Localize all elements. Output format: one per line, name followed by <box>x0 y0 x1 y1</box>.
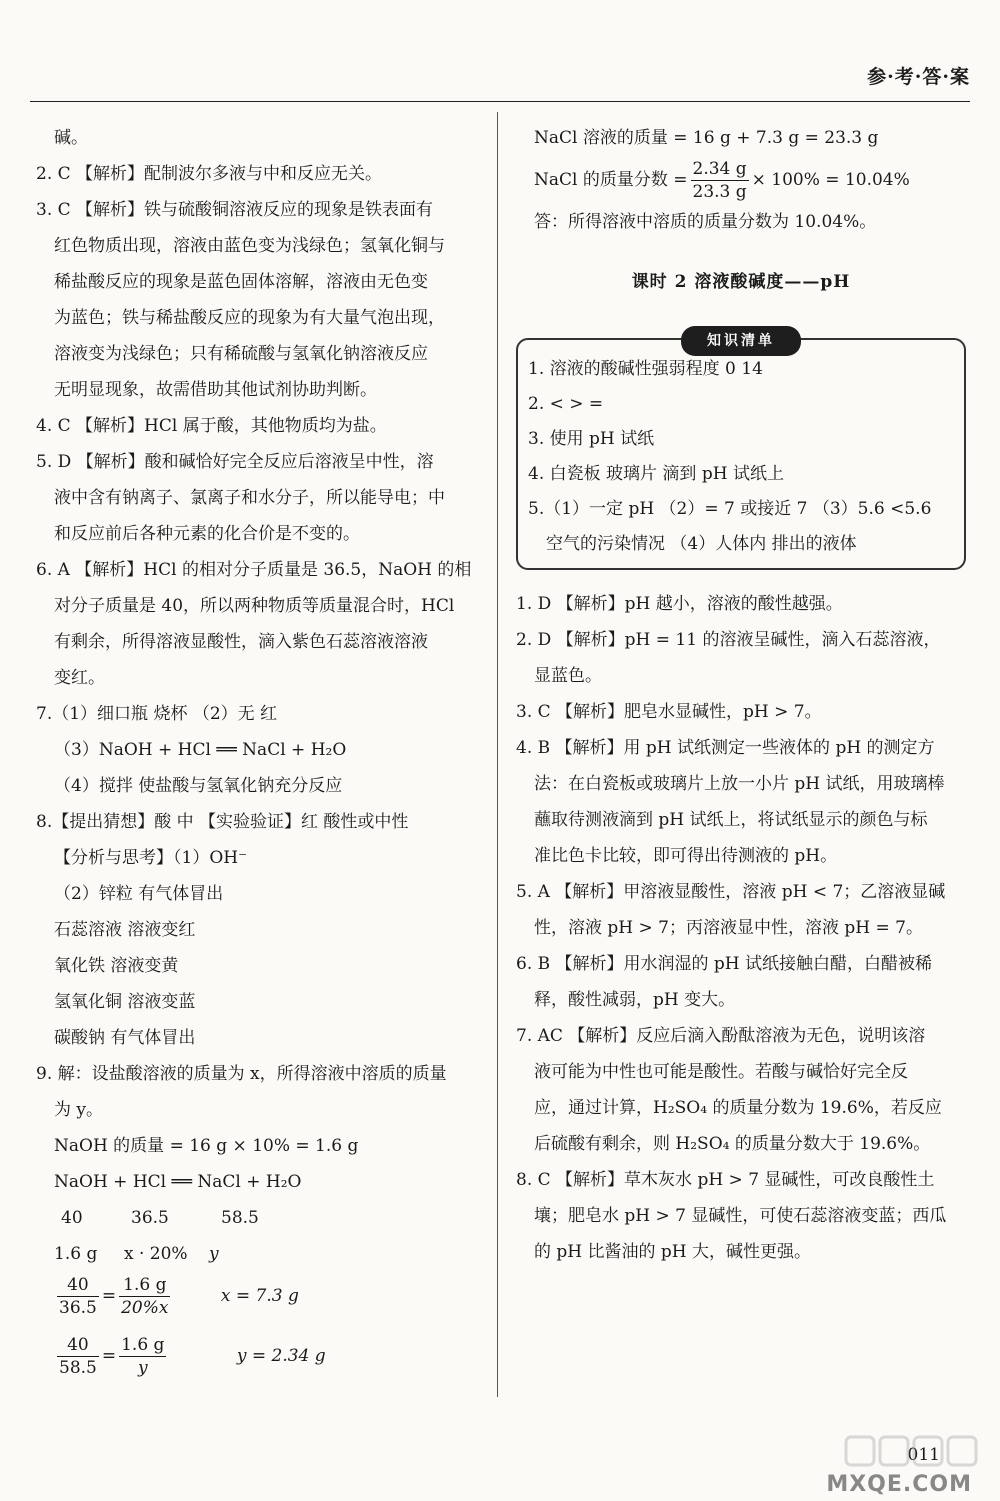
knowledge-item: 5.（1）一定 pH （2）= 7 或接近 7 （3）5.6 <5.6 <box>528 499 932 519</box>
fraction <box>119 1274 170 1319</box>
knowledge-label-wrap <box>516 322 966 352</box>
fraction-denominator: y <box>137 1358 148 1378</box>
fraction <box>57 1334 99 1379</box>
answer-line: （2）锌粒 有气体冒出 <box>54 884 224 904</box>
knowledge-item: 空气的污染情况 （4）人体内 排出的液体 <box>546 534 857 554</box>
amount-value: y <box>209 1244 219 1264</box>
answer-line: 5. A 【解析】甲溶液显酸性，溶液 pH < 7；乙溶液显碱 <box>516 882 946 902</box>
header-rule <box>30 101 970 102</box>
answer-line: 准比色卡比较，即可得出待测液的 pH。 <box>534 846 838 866</box>
answer-line: 壤；肥皂水 pH > 7 显碱性，可使石蕊溶液变蓝；西瓜 <box>534 1206 947 1226</box>
answer-line: 的 pH 比酱油的 pH 大，碱性更强。 <box>534 1242 812 1262</box>
answer-line: （3）NaOH + HCl ══ NaCl + H₂O <box>54 740 347 760</box>
answer-line: 液中含有钠离子、氯离子和水分子，所以能导电；中 <box>54 488 445 508</box>
answer-q8 <box>516 1162 966 1270</box>
answer-line: 蘸取待测液滴到 pH 试纸上，将试纸显示的颜色与标 <box>534 810 928 830</box>
page-header-title: 参·考·答·案 <box>867 66 970 88</box>
molar-mass-row <box>36 1200 488 1236</box>
fraction-numerator: 1.6 g <box>119 1274 170 1297</box>
answer-line: 显蓝色。 <box>534 666 602 686</box>
fraction-denominator: 36.5 <box>59 1298 97 1318</box>
answer-line: 释，酸性减弱，pH 变大。 <box>534 990 736 1010</box>
answer-line: 5. D 【解析】酸和碱恰好完全反应后溶液呈中性，溶 <box>36 452 434 472</box>
fraction-denominator: 20%x <box>121 1298 169 1318</box>
amount-value: 1.6 g <box>54 1244 98 1264</box>
answer-line: （4）搅拌 使盐酸与氢氧化钠充分反应 <box>54 776 343 796</box>
answer-q3: 3. C 【解析】肥皂水显碱性，pH > 7。 <box>516 702 822 722</box>
amount-value: x · 20% <box>124 1244 188 1264</box>
chemical-equation: NaOH + HCl ══ NaCl + H₂O <box>54 1172 302 1192</box>
answer-line: 性，溶液 pH > 7；丙溶液显中性，溶液 pH = 7。 <box>534 918 923 938</box>
answer-q8 <box>36 804 488 1056</box>
answer-line: 为蓝色；铁与稀盐酸反应的现象为有大量气泡出现， <box>54 308 445 328</box>
answer-line: 8. C 【解析】草木灰水 pH > 7 显碱性，可改良酸性土 <box>516 1170 935 1190</box>
mass-value: 58.5 <box>221 1208 259 1228</box>
answer-line: 溶液变为浅绿色；只有稀硫酸与氢氧化钠溶液反应 <box>54 344 428 364</box>
answer-line: 无明显现象，故需借助其他试剂协助判断。 <box>54 380 377 400</box>
fraction-numerator: 2.34 g <box>692 159 747 179</box>
knowledge-item: 4. 白瓷板 玻璃片 滴到 pH 试纸上 <box>528 464 784 484</box>
mass-value: 40 <box>61 1208 83 1228</box>
fraction-denominator: 58.5 <box>59 1358 97 1378</box>
answer-line: 法：在白瓷板或玻璃片上放一小片 pH 试纸，用玻璃棒 <box>534 774 945 794</box>
answer-line: 6. B 【解析】用水润湿的 pH 试纸接触白醋，白醋被稀 <box>516 954 933 974</box>
answer-q2: 2. C 【解析】配制波尔多液与中和反应无关。 <box>36 164 383 184</box>
fraction <box>119 1334 166 1379</box>
answer-line: 8.【提出猜想】酸 中 【实验验证】红 酸性或中性 <box>36 812 409 832</box>
answer-line: 有剩余，所得溶液显酸性，滴入紫色石蕊溶液溶液 <box>54 632 428 652</box>
answer-conclusion: 答：所得溶液中溶质的质量分数为 10.04%。 <box>534 212 877 232</box>
answer-q7 <box>36 696 488 804</box>
answer-q3 <box>36 192 488 408</box>
answer-line: 9. 解：设盐酸溶液的质量为 x，所得溶液中溶质的质量 <box>36 1064 447 1084</box>
knowledge-item: 3. 使用 pH 试纸 <box>528 429 655 449</box>
answer-line: NaOH 的质量 = 16 g × 10% = 1.6 g <box>54 1136 359 1156</box>
proportion-equation-2 <box>36 1332 488 1380</box>
answer-q7 <box>516 1018 966 1162</box>
answer-line: 后硫酸有剩余，则 H₂SO₄ 的质量分数大于 19.6%。 <box>534 1134 931 1154</box>
answer-q5 <box>516 874 966 946</box>
answer-q4 <box>516 730 966 874</box>
fraction-numerator: 40 <box>57 1334 99 1357</box>
answer-line: 7. AC 【解析】反应后滴入酚酞溶液为无色，说明该溶 <box>516 1026 926 1046</box>
mass-value: 36.5 <box>131 1208 169 1228</box>
fraction-denominator: 23.3 g <box>692 182 747 202</box>
column-divider <box>497 112 498 1397</box>
answer-line: 2. D 【解析】pH = 11 的溶液呈碱性，滴入石蕊溶液， <box>516 630 941 650</box>
right-column <box>516 120 966 1270</box>
watermark-text: MXQE.COM <box>826 1472 972 1497</box>
fraction-numerator: 40 <box>57 1274 99 1297</box>
answer-q9 <box>36 1056 488 1380</box>
equation-prefix: NaCl 的质量分数 = <box>534 170 688 190</box>
answer-line: 和反应前后各种元素的化合价是不变的。 <box>54 524 360 544</box>
answer-line: 液可能为中性也可能是酸性。若酸与碱恰好完全反 <box>534 1062 908 1082</box>
mass-fraction-equation <box>516 156 966 204</box>
answer-q1: 1. D 【解析】pH 越小，溶液的酸性越强。 <box>516 594 843 614</box>
proportion-equation-1 <box>36 1272 488 1320</box>
answer-line: 变红。 <box>54 668 105 688</box>
knowledge-item: 1. 溶液的酸碱性强弱程度 0 14 <box>528 359 763 379</box>
answer-line: 对分子质量是 40，所以两种物质等质量混合时，HCl <box>54 596 455 616</box>
answer-line: 3. C 【解析】铁与硫酸铜溶液反应的现象是铁表面有 <box>36 200 434 220</box>
answer-line: 石蕊溶液 溶液变红 <box>54 920 196 940</box>
answer-q4: 4. C 【解析】HCl 属于酸，其他物质均为盐。 <box>36 416 387 436</box>
answer-line: 6. A 【解析】HCl 的相对分子质量是 36.5，NaOH 的相 <box>36 560 472 580</box>
answer-line: 碳酸钠 有气体冒出 <box>54 1028 196 1048</box>
equation-suffix: × 100% = 10.04% <box>751 170 910 190</box>
answer-q5 <box>36 444 488 552</box>
knowledge-list-label: 知识清单 <box>681 326 801 356</box>
answer-q6 <box>516 946 966 1018</box>
answer-line: 氢氧化铜 溶液变蓝 <box>54 992 196 1012</box>
equals-sign: = <box>101 1346 117 1366</box>
answer-line: 红色物质出现，溶液由蓝色变为浅绿色；氢氧化铜与 <box>54 236 445 256</box>
answer-q6 <box>36 552 488 696</box>
knowledge-list-box <box>516 338 966 570</box>
answer-line: 氧化铁 溶液变黄 <box>54 956 179 976</box>
answer-line: 应，通过计算，H₂SO₄ 的质量分数为 19.6%，若反应 <box>534 1098 942 1118</box>
fraction <box>57 1274 99 1319</box>
knowledge-item: 2. < > = <box>528 394 604 414</box>
equation-result: y = 2.34 g <box>236 1346 326 1366</box>
answer-line: NaCl 溶液的质量 = 16 g + 7.3 g = 23.3 g <box>534 128 879 148</box>
amount-row <box>36 1236 488 1272</box>
fraction <box>691 158 749 203</box>
equation-result: x = 7.3 g <box>220 1286 299 1306</box>
answer-line: 碱。 <box>54 128 88 148</box>
answer-line: 4. B 【解析】用 pH 试纸测定一些液体的 pH 的测定方 <box>516 738 935 758</box>
answer-line: 7.（1）细口瓶 烧杯 （2）无 红 <box>36 704 278 724</box>
left-column <box>36 120 488 1380</box>
fraction-numerator: 1.6 g <box>121 1335 165 1355</box>
answer-line: 为 y。 <box>54 1100 104 1120</box>
answer-line: 稀盐酸反应的现象是蓝色固体溶解，溶液由无色变 <box>54 272 428 292</box>
page-number: 011 <box>907 1445 940 1465</box>
equals-sign: = <box>101 1286 117 1306</box>
answer-q2 <box>516 622 966 694</box>
answer-line: 【分析与思考】（1）OH⁻ <box>54 848 248 868</box>
lesson-title: 课时 2 溶液酸碱度——pH <box>631 272 851 292</box>
